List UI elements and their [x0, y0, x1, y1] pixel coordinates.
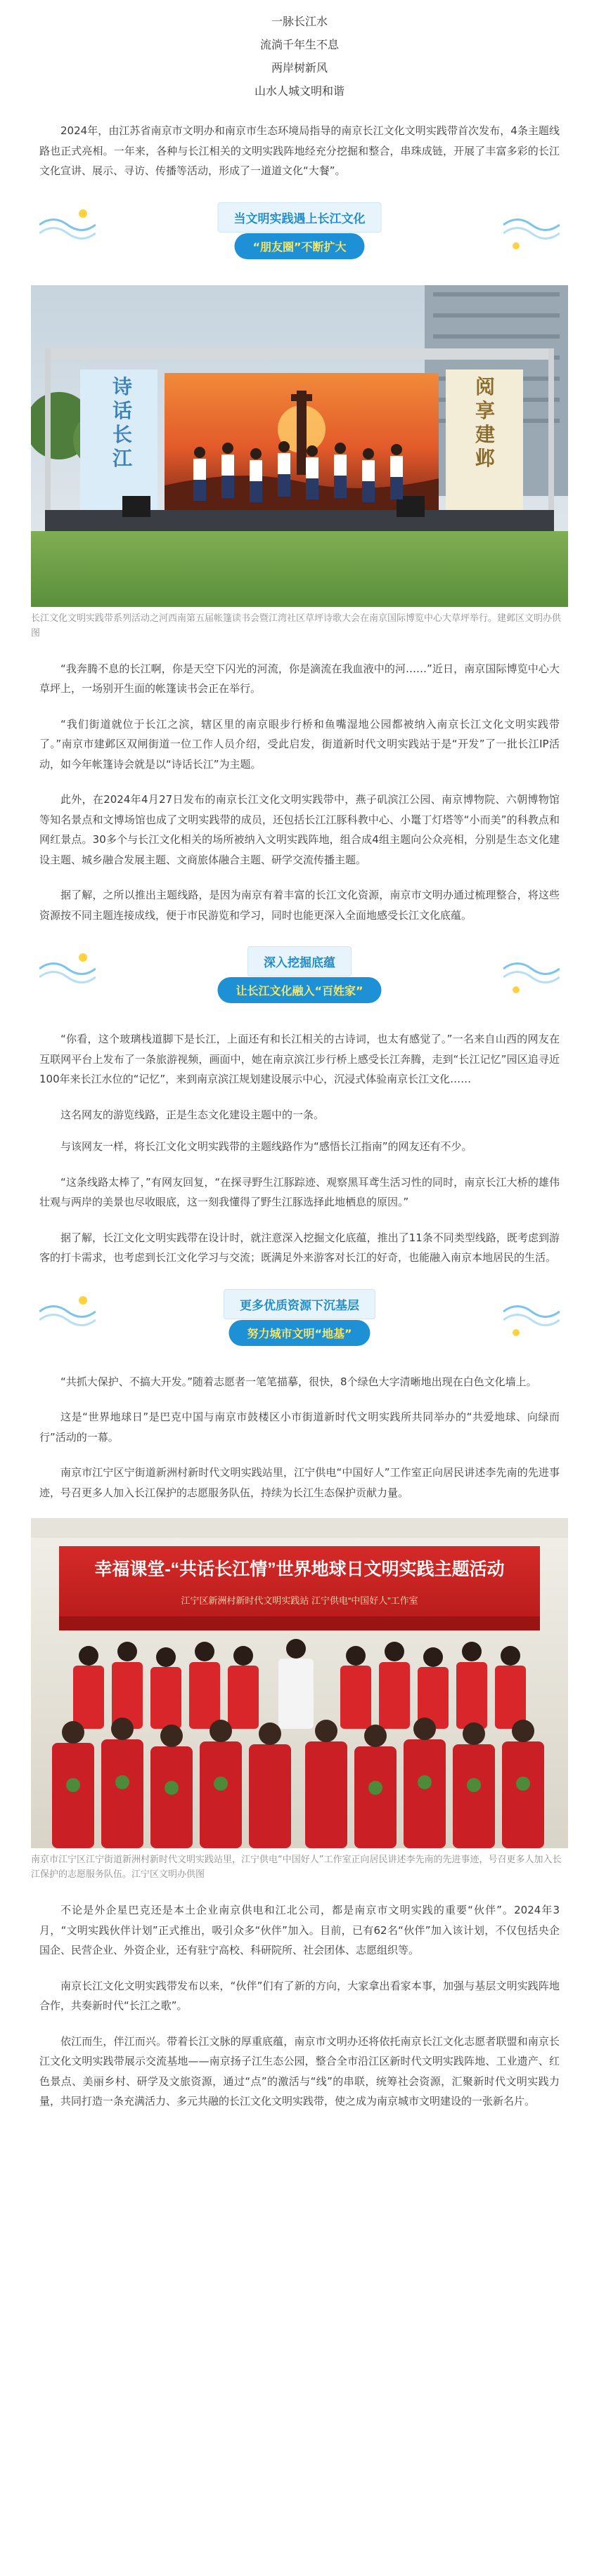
- banner-right-label: 阅 享 建 邺: [475, 374, 495, 470]
- body-paragraph: 南京市江宁区宁街道新洲村新时代文明实践站里，江宁供电“中国好人”工作室正向居民讲述李先南的先进事迹，号召更多人加入长江保护的志愿服务队伍，持续为长江生态保护贡献力量。: [39, 1466, 560, 1499]
- poem-block: [0, 0, 599, 103]
- banner-left-label: 诗 话 长 江: [112, 374, 132, 470]
- body-paragraph: 不论是外企星巴克还是本土企业南京供电和江北公司，都是南京市文明实践的重要“伙伴”。2024年3月，“文明实践伙伴计划”正式推出，吸引众多“伙伴”加入。目前，已有62名“伙伴”加入该计划，不仅包括央企国企、民营企业、外资企业，还有驻宁高校、科研院所、社会团体、志愿组织等。: [39, 1904, 560, 1956]
- body-paragraph: 此外，在2024年4月27日发布的南京长江文化文明实践带中，燕子矶滨江公园、南京博物院、六朝博物馆等知名景点和文博场馆也成了文明实践带的成员，还包括长江江豚科教中心、小鼍丁灯塔等“小而美”的科教点和网红景点。30多个与长江文化相关的场所被纳入文明实践阵地，组合成4组主题向公众亮相，分别是生态文化建设主题、城乡融合发展主题、文商旅体融合主题、研学交流传播主题。: [39, 793, 560, 866]
- section-title: 更多优质资源下沉基层: [224, 1289, 375, 1319]
- section2-banner: [39, 941, 560, 1008]
- poem-line: 一脉长江水: [271, 15, 328, 28]
- stage-performance-photo: [31, 285, 568, 607]
- wave-decoration-icon: [39, 941, 96, 1008]
- body-paragraph: 与该网友一样，将长江文化文明实践带的主题线路作为“感悟长江指南”的网友还有不少。: [60, 1140, 472, 1153]
- wave-decoration-icon: [39, 1283, 96, 1351]
- body-paragraph: 这是“世界地球日”是巴克中国与南京市鼓楼区小市街道新时代文明实践所共同举办的“共爱地球、向绿而行”活动的一幕。: [39, 1411, 560, 1444]
- event-banner-title: 幸福课堂-“共话长江情”世界地球日文明实践主题活动: [94, 1560, 505, 1579]
- body-paragraph: 依江而生，伴江而兴。带着长江文脉的厚重底蕴，南京市文明办还将依托南京长江文化志愿者联盟和南京长江文化文明实践带展示交流基地——南京扬子江生态公园，整合全市沿江区新时代文明实践阵地、工业遗产、红色景点、美丽乡村、研学及文旅资源，通过“点”的激活与“线”的串联，统筹社会资源，汇聚新时代文明实践力量，共同打造一条充满活力、多元共融的长江文化文明实践带，使之成为南京城市文明建设的一张新名片。: [39, 2034, 560, 2107]
- volunteers-group-photo: [31, 1518, 568, 1848]
- event-banner-subtitle: 江宁区新洲村新时代文明实践站 江宁供电“中国好人”工作室: [181, 1595, 418, 1606]
- section-title: 深入挖掘底蕴: [247, 946, 352, 976]
- wave-decoration-icon: [39, 197, 96, 264]
- body-paragraph: “我们街道就位于长江之滨，辖区里的南京眼步行桥和鱼嘴湿地公园都被纳入南京长江文化文明实践带了。”南京市建邺区双闸街道一位工作人员介绍，受此启发，街道新时代文明实践站于是“开发”了一批长江IP活动，如今年帐篷诗会就是以“诗话长江”为主题。: [39, 717, 560, 771]
- poem-line: 山水人城文明和谐: [254, 84, 344, 98]
- body-paragraph: “这条线路太棒了，”有网友回复，“在探寻野生江豚踪迹、观察黑耳鸢生活习性的同时，南京长江大桥的雄伟壮观与两岸的美景也尽收眼底，这一刻我懂得了野生江豚选择此地栖息的原因。”: [39, 1175, 560, 1208]
- section-subtitle: 让长江文化融入“百姓家”: [217, 977, 381, 1003]
- body-paragraph: “你看，这个玻璃栈道脚下是长江，上面还有和长江相关的古诗词，也太有感觉了。”一名来自山西的网友在互联网平台上发布了一条旅游视频，画面中，她在南京滨江步行桥上感受长江奔腾，走到“长江记忆”园区追寻近100年来长江水位的“记忆”，来到南京滨江规划建设展示中心，沉浸式体验南京长江文化……: [39, 1033, 560, 1085]
- body-paragraph: “我奔腾不息的长江啊，你是天空下闪光的河流，你是滴流在我血液中的河……”近日，南京国际博览中心大草坪上，一场别开生面的帐篷读书会正在举行。: [39, 662, 560, 695]
- body-paragraph: “共抓大保护、不搞大开发。”随着志愿者一笔笔描摹，很快，8个绿色大字清晰地出现在白色文化墙上。: [60, 1375, 537, 1388]
- photo-caption: 长江文化文明实践带系列活动之河西南第五届帐篷读书会暨江湾社区草坪诗歌大会在南京国际博览中心大草坪举行。建邺区文明办供图: [31, 613, 562, 639]
- wave-decoration-icon: [503, 1283, 560, 1351]
- body-paragraph: 这名网友的游览线路，正是生态文化建设主题中的一条。: [60, 1108, 325, 1121]
- wave-decoration-icon: [503, 197, 560, 264]
- wave-decoration-icon: [503, 941, 560, 1008]
- section3-banner: [39, 1283, 560, 1351]
- article-body: [0, 121, 599, 181]
- poem-line: 两岸树新风: [271, 61, 328, 74]
- body-paragraph: 南京长江文化文明实践带发布以来，“伙伴”们有了新的方向，大家拿出看家本事，加强与基层文明实践阵地合作，共奏新时代“长江之歌”。: [39, 1979, 560, 2012]
- section-title: 当文明实践遇上长江文化: [218, 202, 382, 233]
- body-paragraph: 据了解，长江文化文明实践带在设计时，就注意深入挖掘文化底蕴，推出了11条不同类型线路，既考虑到游客的打卡需求，也考虑到长江文化学习与交流；既满足外来游客对长江的好奇，也能融入南京本地居民的生活。: [39, 1231, 560, 1264]
- photo-caption: 南京市江宁区江宁街道新洲村新时代文明实践站里，江宁供电“中国好人”工作室正向居民讲述李先南的先进事迹，号召更多人加入长江保护的志愿服务队伍。江宁区文明办供图: [31, 1855, 562, 1880]
- body-paragraph: 据了解，之所以推出主题线路，是因为南京有着丰富的长江文化资源，南京市文明办通过梳理整合，将这些资源按不同主题连接成线，便于市民游览和学习，同时也能更深入全面地感受长江文化底蕴。: [39, 889, 560, 922]
- section-subtitle: “朋友圈”不断扩大: [234, 233, 364, 259]
- intro-paragraph: 2024年，由江苏省南京市文明办和南京市生态环境局指导的南京长江文化文明实践带首次发布，4条主题线路也正式亮相。一年来，各种与长江相关的文明实践阵地经充分挖掘和整合，串珠成链，开展了丰富多彩的长江文化宣讲、展示、寻访、传播等活动，形成了一道道文化“大餐”。: [39, 124, 560, 177]
- poem-line: 流淌千年生不息: [259, 38, 339, 51]
- section1-banner: [39, 197, 560, 264]
- section-subtitle: 努力城市文明“地基”: [228, 1320, 370, 1346]
